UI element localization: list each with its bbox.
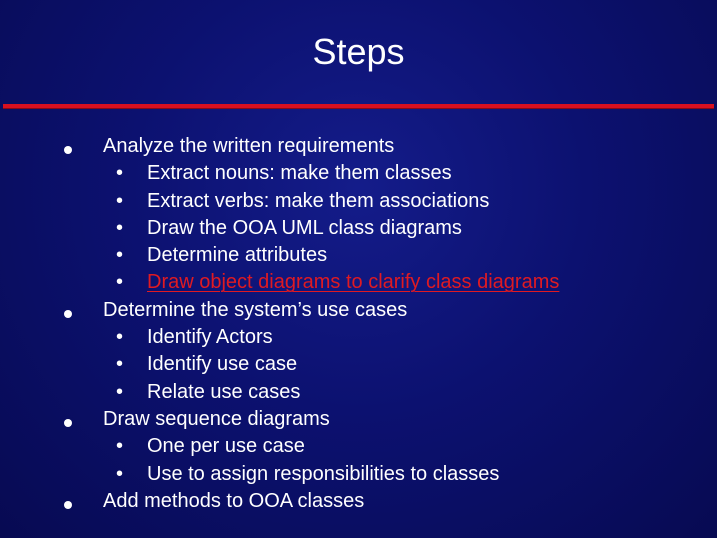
bullet-item-label: Add methods to OOA classes	[103, 489, 365, 512]
sub-bullet-icon: •	[116, 462, 124, 485]
sub-bullet-icon: •	[116, 162, 124, 185]
bullet-item	[0, 133, 717, 160]
sub-bullet-icon: •	[116, 216, 124, 239]
sub-bullet-icon: •	[116, 244, 124, 267]
sub-bullet-label: Draw the OOA UML class diagrams	[147, 216, 462, 239]
sub-bullet-item	[0, 160, 717, 187]
bullet-item	[0, 488, 717, 515]
bullet-dot-icon	[64, 501, 72, 509]
sub-bullet-item	[0, 379, 717, 406]
sub-bullet-icon: •	[116, 435, 124, 458]
bullet-dot-icon	[64, 146, 72, 154]
sub-bullet-item	[0, 433, 717, 460]
sub-bullet-item	[0, 242, 717, 269]
bullet-list	[0, 133, 717, 515]
bullet-dot-icon	[64, 419, 72, 427]
sub-bullet-item	[0, 188, 717, 215]
sub-bullet-label: Determine attributes	[147, 244, 328, 267]
sub-bullet-item	[0, 269, 717, 296]
sub-bullet-label: Extract nouns: make them classes	[147, 162, 452, 185]
slide-title: Steps	[312, 31, 405, 72]
bullet-item-label: Determine the system’s use cases	[103, 298, 408, 321]
sub-bullet-icon: •	[116, 189, 124, 212]
sub-bullet-label: Identify use case	[147, 353, 298, 376]
sub-bullet-item	[0, 215, 717, 242]
title-divider	[3, 104, 714, 108]
bullet-item	[0, 297, 717, 324]
sub-bullet-label: Use to assign responsibilities to classes	[147, 462, 500, 485]
bullet-item-label: Analyze the written requirements	[103, 135, 395, 157]
sub-bullet-label: Relate use cases	[147, 380, 301, 403]
sub-bullet-item	[0, 461, 717, 488]
sub-bullet-icon: •	[116, 353, 124, 376]
sub-bullet-label-highlighted: Draw object diagrams to clarify class diagrams	[147, 271, 560, 294]
sub-bullet-item	[0, 351, 717, 378]
sub-bullet-item	[0, 324, 717, 351]
bullet-item-label: Draw sequence diagrams	[103, 407, 330, 430]
sub-bullet-icon: •	[116, 326, 124, 349]
sub-bullet-icon: •	[116, 271, 124, 294]
sub-bullet-label: Extract verbs: make them associations	[147, 189, 490, 212]
sub-bullet-label: Identify Actors	[147, 326, 273, 349]
bullet-dot-icon	[64, 310, 72, 318]
sub-bullet-icon: •	[116, 380, 124, 403]
sub-bullet-label: One per use case	[147, 435, 305, 458]
bullet-item	[0, 406, 717, 433]
